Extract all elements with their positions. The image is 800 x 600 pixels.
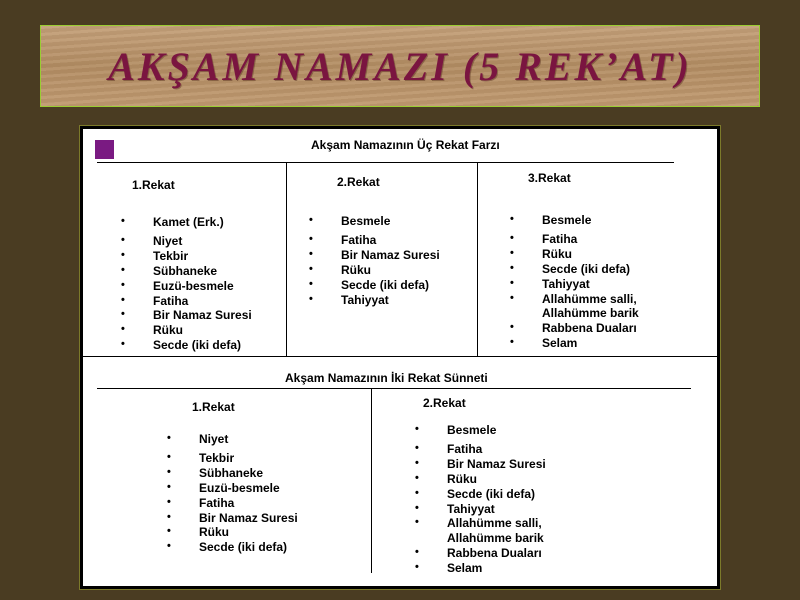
purple-square-marker — [95, 140, 114, 159]
list-item: • Bir Namaz Suresi — [167, 511, 298, 526]
sunnet-heading: Akşam Namazının İki Rekat Sünneti — [285, 371, 488, 385]
list-item: • Rabbena Duaları — [415, 546, 546, 561]
farz-col3-list — [510, 213, 639, 351]
slide-title: AKŞAM NAMAZI (5 REK’AT) — [108, 43, 692, 89]
farz-divider-2 — [477, 162, 478, 357]
sunnet-divider — [371, 388, 372, 573]
list-item: • Rüku — [510, 247, 639, 262]
list-item: • Besmele — [510, 213, 639, 228]
list-item: • Allahümme salli, — [510, 292, 639, 307]
list-item: • Fatiha — [309, 233, 440, 248]
list-item: Allahümme barik — [542, 306, 639, 321]
list-item: • Fatiha — [415, 442, 546, 457]
list-item: • Euzü-besmele — [167, 481, 298, 496]
list-item: • Kamet (Erk.) — [121, 215, 252, 230]
sunnet-col2-list — [415, 423, 546, 576]
list-item: Allahümme barik — [447, 531, 544, 546]
list-item: • Secde (iki defa) — [167, 540, 298, 555]
list-item: • Allahümme salli, — [415, 516, 546, 531]
list-item: • Rüku — [167, 525, 298, 540]
list-item: • Rüku — [309, 263, 440, 278]
list-item: • Besmele — [415, 423, 546, 438]
list-item: • Secde (iki defa) — [309, 278, 440, 293]
farz-divider-1 — [286, 162, 287, 357]
list-item: • Fatiha — [510, 232, 639, 247]
list-item: • Rüku — [415, 472, 546, 487]
sunnet-col2-title: 2.Rekat — [423, 396, 466, 410]
list-item: • Tekbir — [121, 249, 252, 264]
content-panel — [80, 126, 720, 589]
farz-col1-title: 1.Rekat — [132, 178, 175, 192]
farz-col1-list — [121, 215, 252, 353]
list-item: • Bir Namaz Suresi — [415, 457, 546, 472]
list-item: • Tahiyyat — [415, 502, 546, 517]
farz-col3-title: 3.Rekat — [528, 171, 571, 185]
list-item: • Tahiyyat — [510, 277, 639, 292]
farz-heading: Akşam Namazının Üç Rekat Farzı — [311, 138, 500, 152]
list-item: • Fatiha — [121, 294, 252, 309]
title-banner — [40, 25, 760, 107]
list-item: • Euzü-besmele — [121, 279, 252, 294]
list-item: • Rabbena Duaları — [510, 321, 639, 336]
list-item: • Bir Namaz Suresi — [309, 248, 440, 263]
farz-col2-title: 2.Rekat — [337, 175, 380, 189]
list-item: • Besmele — [309, 214, 440, 229]
list-item: • Rüku — [121, 323, 252, 338]
list-item: • Sübhaneke — [121, 264, 252, 279]
list-item: • Selam — [415, 561, 546, 576]
list-item: • Niyet — [167, 432, 298, 447]
list-item: • Tekbir — [167, 451, 298, 466]
sunnet-col1-title: 1.Rekat — [192, 400, 235, 414]
list-item: • Secde (iki defa) — [510, 262, 639, 277]
list-item: • Bir Namaz Suresi — [121, 308, 252, 323]
list-item: • Selam — [510, 336, 639, 351]
sunnet-col1-list — [167, 432, 298, 555]
farz-col2-list — [309, 214, 440, 307]
list-item: • Fatiha — [167, 496, 298, 511]
list-item: • Sübhaneke — [167, 466, 298, 481]
list-item: • Secde (iki defa) — [121, 338, 252, 353]
list-item: • Niyet — [121, 234, 252, 249]
list-item: • Tahiyyat — [309, 293, 440, 308]
list-item: • Secde (iki defa) — [415, 487, 546, 502]
sunnet-top-rule — [97, 388, 691, 389]
section-separator-rule — [83, 356, 717, 357]
farz-top-rule — [97, 162, 674, 163]
